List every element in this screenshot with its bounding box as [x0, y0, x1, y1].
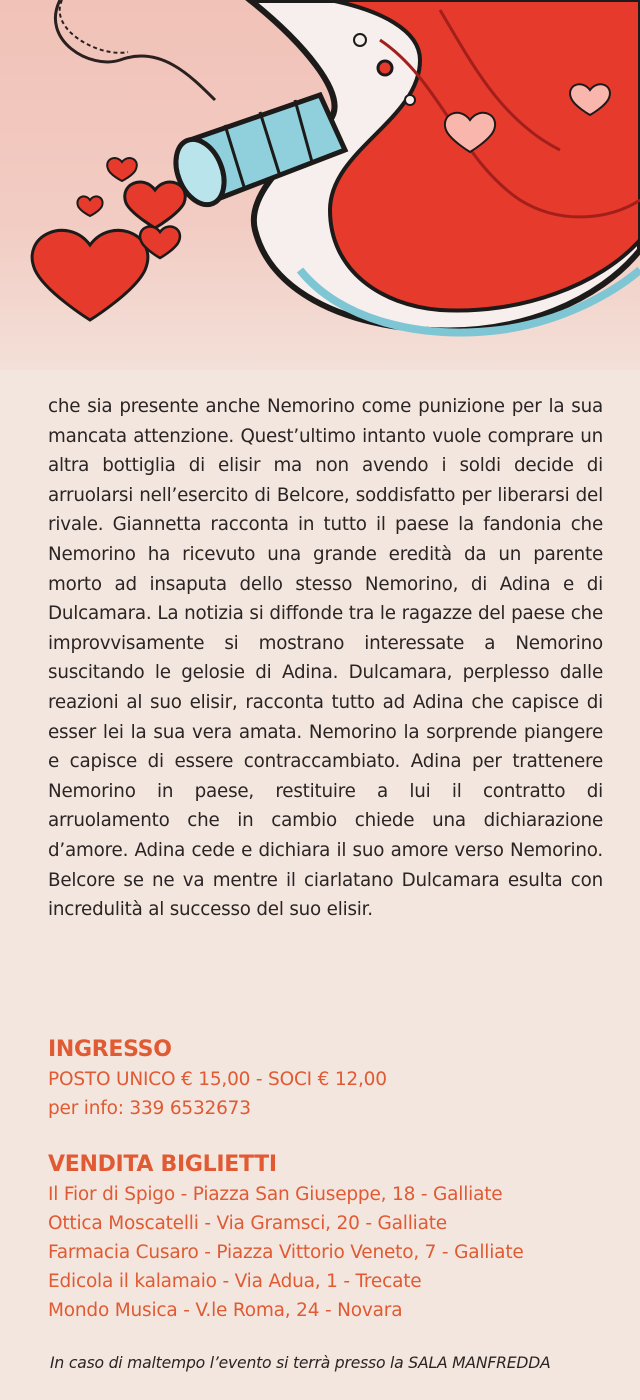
ticket-sales-heading: VENDITA BIGLIETTI: [48, 1152, 277, 1177]
story-paragraph: che sia presente anche Nemorino come punizione per la sua mancata attenzione. Quest’ultimo intanto vuole comprare un altra bottiglia di elisir ma non avendo i soldi decide di arruolarsi nell’esercito di Belcore, soddisfatto per liberarsi del rivale. Giannetta racconta in tutto il paese la fandonia che Nemorino ha ricevuto una grande eredità da un parente morto ad insaputa dello stesso Nemorino, di Adina e di Dulcamara. La notizia si diffonde tra le ragazze del paese che improvvisamente si mostrano interessate a Nemorino suscitando le gelosie di Adina. Dulcamara, perplesso dalle reazioni al suo elisir, racconta tutto ad Adina che capisce di esser lei la sua vera amata. Nemorino la sorprende piangere e capisce di essere contraccambiato. Adina per trattenere Nemorino in paese, restituire a lui il contratto di arruolamento che in cambio chiede una dichiarazione d’amore. Adina cede e dichiara il suo amore verso Nemorino. Belcore se ne va mentre il ciarlatano Dulcamara esulta con incredulità al successo del suo elisir.: [48, 396, 603, 921]
info-phone: per info: 339 6532673: [48, 1098, 251, 1119]
sales-point: Edicola il kalamaio - Via Adua, 1 - Trecate: [48, 1271, 422, 1292]
sales-point: Farmacia Cusaro - Piazza Vittorio Veneto, 7 - Galliate: [48, 1242, 524, 1263]
ticket-sales-section: [48, 1150, 618, 1325]
ticket-price: POSTO UNICO € 15,00 - SOCI € 12,00: [48, 1069, 387, 1090]
heart-icon: [32, 230, 148, 320]
weather-note: In caso di maltempo l’evento si terrà presso la SALA MANFREDDA: [50, 1354, 551, 1372]
ingresso-heading: INGRESSO: [48, 1037, 172, 1062]
sales-point: Ottica Moscatelli - Via Gramsci, 20 - Galliate: [48, 1213, 447, 1234]
sales-point: Il Fior di Spigo - Piazza San Giuseppe, 18 - Galliate: [48, 1184, 503, 1205]
ingresso-section: [48, 1035, 618, 1123]
potion-illustration: [0, 0, 640, 370]
potion-bottle-icon: [0, 0, 640, 370]
sales-point: Mondo Musica - V.le Roma, 24 - Novara: [48, 1300, 403, 1321]
